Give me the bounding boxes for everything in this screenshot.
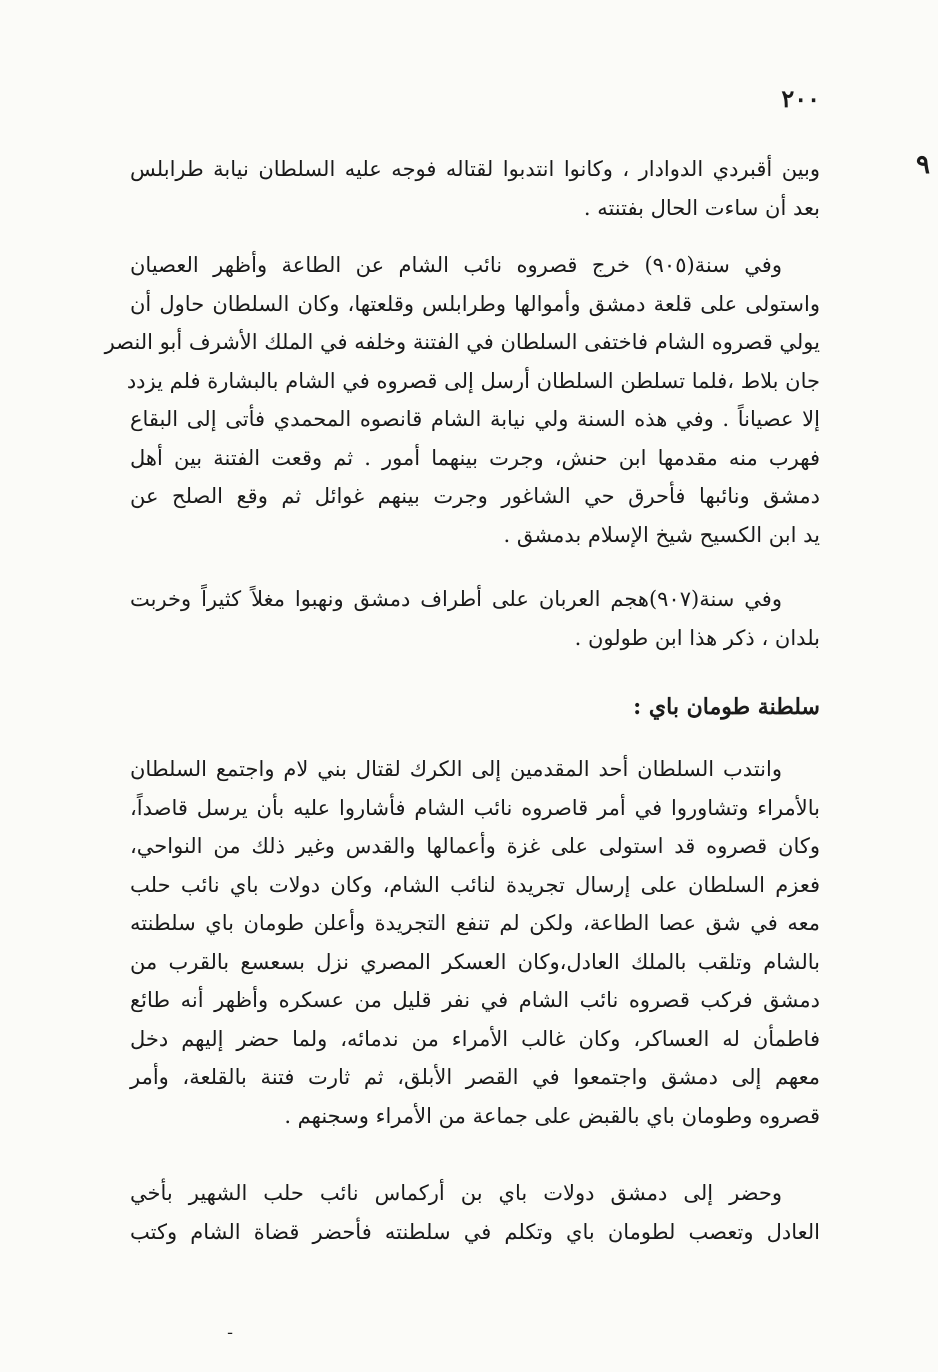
- paragraph-2: [104, 246, 820, 554]
- text-line: بلدان ، ذكر هذا ابن طولون .: [574, 625, 820, 650]
- paragraph-5: [130, 1174, 820, 1251]
- page-number: ٢٠٠: [781, 84, 820, 113]
- text-line: يولي قصروه الشام فاختفى السلطان في الفتنة وخلفه في الملك الأشرف أبو النصر: [104, 330, 820, 354]
- text-line: وحضر إلى دمشق دولات باي بن أركماس نائب حلب الشهير بأخي: [130, 1181, 782, 1205]
- text-line: قصروه وطومان باي بالقبض على جماعة من الأمراء وسجنهم .: [284, 1103, 820, 1128]
- text-line: فعزم السلطان على إرسال تجريدة لنائب الشام، وكان دولات باي نائب حلب: [130, 872, 820, 897]
- text-line: وانتدب السلطان أحد المقدمين إلى الكرك لقتال بني لام واجتمع السلطان: [130, 757, 782, 781]
- text-line: بالشام وتلقب بالملك العادل،وكان العسكر المصري نزل بسعسع بالقرب من: [130, 949, 820, 974]
- text-line: جان بلاط ،فلما تسلطن السلطان أرسل إلى قصروه في الشام بالبشارة فلم يزدد: [126, 368, 820, 393]
- text-line: بالأمراء وتشاوروا في أمر قاصروه نائب الشام فأشاروا عليه بأن يرسل قاصداً،: [130, 795, 820, 820]
- section-heading: سلطنة طومان باي :: [633, 694, 820, 720]
- text-line: معه في شق عصا الطاعة، ولكن لم تنفع التجريدة وأعلن طومان باي سلطنته: [130, 911, 820, 935]
- text-line: وفي سنة(٩٠٥) خرج قصروه نائب الشام عن الطاعة وأظهر العصيان: [130, 253, 782, 277]
- footer-mark: ـ: [228, 1322, 233, 1338]
- text-line: وفي سنة(٩٠٧)هجم العربان على أطراف دمشق ونهبوا مغلاً كثيراً وخربت: [130, 587, 782, 611]
- text-line: بعد أن ساءت الحال بفتنته .: [583, 195, 820, 220]
- text-line: واستولى على قلعة دمشق وأموالها وطرابلس وقلعتها، وكان السلطان حاول أن: [130, 291, 820, 316]
- text-line: معهم إلى دمشق واجتمعوا في القصر الأبلق، ثم ثارت فتنة بالقلعة، وأمر: [130, 1065, 820, 1089]
- text-line: فاطمأن له العساكر، وكان غالب الأمراء من ندمائه، ولما حضر إليهم دخل: [130, 1026, 820, 1051]
- text-line: وبين أقبردي الدوادار ، وكانوا انتدبوا لقتاله فوجه عليه السلطان نيابة طرابلس: [130, 157, 820, 181]
- text-line: دمشق فركب قصروه نائب الشام في نفر قليل من عسكره وأظهر أنه طائع: [130, 988, 820, 1012]
- paragraph-3: [130, 580, 820, 657]
- margin-mark: ٩: [916, 150, 930, 180]
- text-line: يد ابن الكسيح شيخ الإسلام بدمشق .: [503, 522, 820, 547]
- paragraph-1: [130, 150, 820, 227]
- paragraph-4: [130, 750, 820, 1135]
- text-line: دمشق ونائبها فأحرق حي الشاغور وجرت بينهم غوائل ثم وقع الصلح عن: [130, 484, 820, 508]
- text-line: العادل وتعصب لطومان باي وتكلم في سلطنته فأحضر قضاة الشام وكتب: [130, 1219, 820, 1244]
- text-line: فهرب منه مقدمها ابن حنش، وجرت بينهما أمور . ثم وقعت الفتنة بين أهل: [130, 445, 820, 470]
- text-line: إلا عصياناً . وفي هذه السنة ولي نيابة الشام قانصوه المحمدي فأتى إلى البقاع: [130, 407, 820, 431]
- text-line: وكان قصروه قد استولى على غزة وأعمالها والقدس وغير ذلك من النواحي،: [130, 834, 820, 858]
